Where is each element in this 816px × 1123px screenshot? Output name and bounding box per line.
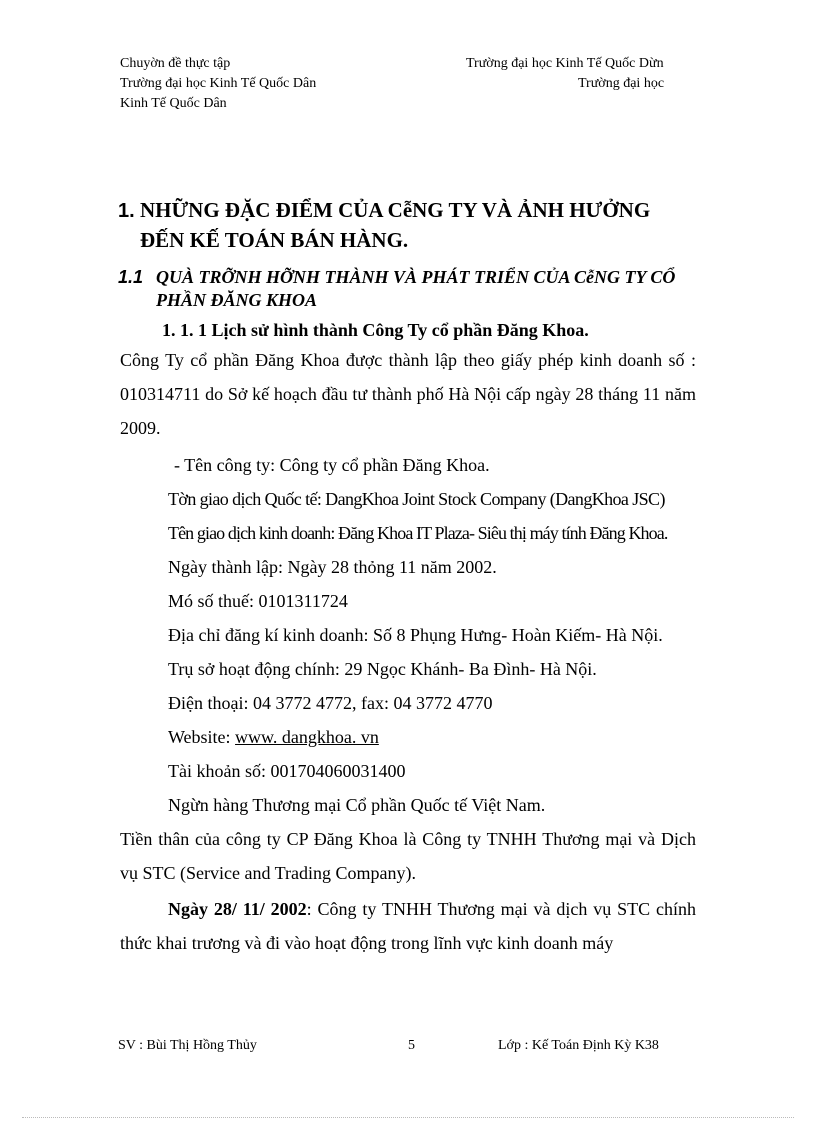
footer-class: Lớp : Kế Toán Định Kỳ K38: [498, 1038, 659, 1053]
header-row-3: [120, 94, 700, 114]
subsubsection-heading: 1. 1. 1 Lịch sử hình thành Công Ty cổ phần Đăng Khoa.: [162, 320, 589, 340]
registered-address: Địa chỉ đăng kí kinh doanh: Số 8 Phụng Hưng- Hoàn Kiếm- Hà Nội.: [168, 625, 663, 645]
header-university-4: Kinh Tế Quốc Dân: [120, 96, 227, 111]
header-university-3: Trường đại học: [578, 76, 665, 91]
subsection-heading: [118, 266, 718, 312]
bank-name: Ngừn hàng Thương mại Cổ phần Quốc tế Việt Nam.: [168, 795, 546, 815]
phone-fax: Điện thoại: 04 3772 4772, fax: 04 3772 4770: [168, 693, 493, 713]
milestone-date: Ngày 28/ 11/ 2002: [168, 899, 307, 919]
subsection-title-line-1: QUÀ TRỠNH HỠNH THÀNH VÀ PHÁT TRIỂN CỦA CễNG TY CỔ: [156, 267, 676, 287]
subsection-title-line-2: PHẦN ĐĂNG KHOA: [156, 290, 318, 310]
international-name: Tờn giao dịch Quốc tế: DangKhoa Joint Stock Company (DangKhoa JSC): [168, 489, 665, 509]
trade-name: Tên giao dịch kinh doanh: Đăng Khoa IT Plaza- Siêu thị máy tính Đăng Khoa.: [168, 523, 668, 543]
header-university: Trường đại học Kinh Tế Quốc Dừn: [466, 56, 664, 71]
section-title-line-1: NHỮNG ĐẶC ĐIỂM CỦA CễNG TY VÀ ẢNH HƯỞNG: [139, 198, 651, 222]
milestone-paragraph: [120, 892, 696, 960]
tax-code: Mó số thuế: 0101311724: [168, 591, 348, 611]
header-doc-type: Chuyờn đề thực tập: [120, 56, 231, 71]
bank-account: Tài khoản số: 001704060031400: [168, 761, 406, 781]
section-title-line-2: ĐẾN KẾ TOÁN BÁN HÀNG.: [140, 228, 409, 252]
header-university-2: Trường đại học Kinh Tế Quốc Dân: [120, 76, 317, 91]
milestone-text: : Công ty TNHH Thương mại và dịch vụ STC chính thức khai trương và đi vào hoạt động trong lĩnh vực kinh doanh máy: [120, 899, 696, 953]
section-number: 1.: [118, 200, 135, 222]
footer-student: SV : Bùi Thị Hồng Thủy: [118, 1038, 257, 1053]
page-number: 5: [408, 1038, 415, 1053]
page-header: [120, 54, 700, 114]
header-row-1: [120, 54, 700, 74]
header-row-2: [120, 74, 700, 94]
predecessor-paragraph: Tiền thân của công ty CP Đăng Khoa là Công ty TNHH Thương mại và Dịch vụ STC (Service and Trading Company).: [120, 829, 696, 883]
website-line: [168, 720, 379, 754]
page-bottom-divider: [22, 1117, 794, 1118]
intro-paragraph: Công Ty cổ phần Đăng Khoa được thành lập theo giấy phép kinh doanh số : 010314711 do Sở kế hoạch đầu tư thành phố Hà Nội cấp ngày 28 tháng 11 năm 2009.: [120, 350, 696, 438]
section-heading: [118, 196, 718, 255]
subsection-number: 1.1: [118, 267, 144, 287]
company-name: - Tên công ty: Công ty cổ phần Đăng Khoa.: [174, 455, 490, 475]
website-link[interactable]: www. dangkhoa. vn: [235, 727, 379, 747]
website-label: Website:: [168, 727, 236, 747]
founding-date: Ngày thành lập: Ngày 28 thỏng 11 năm 2002.: [168, 557, 497, 577]
head-office: Trụ sở hoạt động chính: 29 Ngọc Khánh- Ba Đình- Hà Nội.: [168, 659, 597, 679]
page-footer: [118, 1036, 698, 1056]
